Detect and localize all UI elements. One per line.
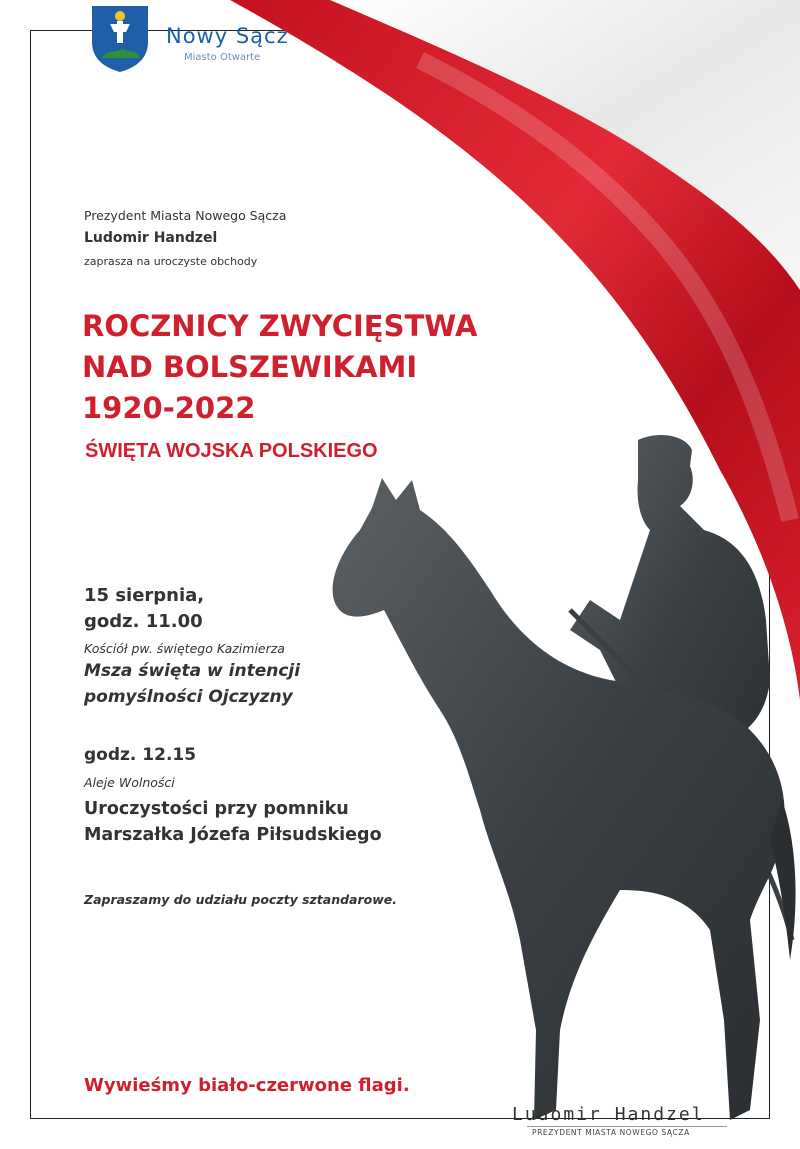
event1-time: godz. 11.00 [84,611,203,632]
city-name: Nowy Sącz [166,24,289,48]
intro-line3: zaprasza na uroczyste obchody [84,255,258,268]
event2-title [84,796,382,848]
signature-title: PREZYDENT MIASTA NOWEGO SĄCZA [532,1128,690,1137]
standard-bearers-invite: Zapraszamy do udziału poczty sztandarowe. [84,892,398,907]
title-line3: 1920-2022 [82,391,256,425]
equestrian-statue-image [320,420,800,1149]
page-subtitle: ŚWIĘTA WOJSKA POLSKIEGO [85,440,378,462]
intro-line1: Prezydent Miasta Nowego Sącza [84,208,287,223]
page-title [82,306,477,429]
city-crest-logo [88,2,152,74]
event1-title-line2: pomyślności Ojczyzny [84,687,293,707]
event2-title-line2: Marszałka Józefa Piłsudskiego [84,825,382,845]
event2-time: godz. 12.15 [84,745,197,765]
event1-place: Kościół pw. świętego Kazimierza [84,641,285,656]
event1-date: 15 sierpnia, [84,585,205,606]
title-line1: ROCZNICY ZWYCIĘSTWA [82,309,478,343]
city-tagline: Miasto Otwarte [184,52,261,63]
title-line2: NAD BOLSZEWIKAMI [82,350,418,384]
intro-name: Ludomir Handzel [84,230,218,246]
intro-block [84,204,286,273]
flags-call: Wywieśmy biało-czerwone flagi. [84,1075,410,1096]
event1-datetime [84,583,204,635]
signature-name: Ludomir Handzel [512,1104,705,1125]
event2-place: Aleje Wolności [84,775,175,790]
event1-title [84,658,300,710]
event1-title-line1: Msza święta w intencji [84,661,301,681]
signature-divider [527,1126,727,1127]
event2-title-line1: Uroczystości przy pomniku [84,799,349,819]
